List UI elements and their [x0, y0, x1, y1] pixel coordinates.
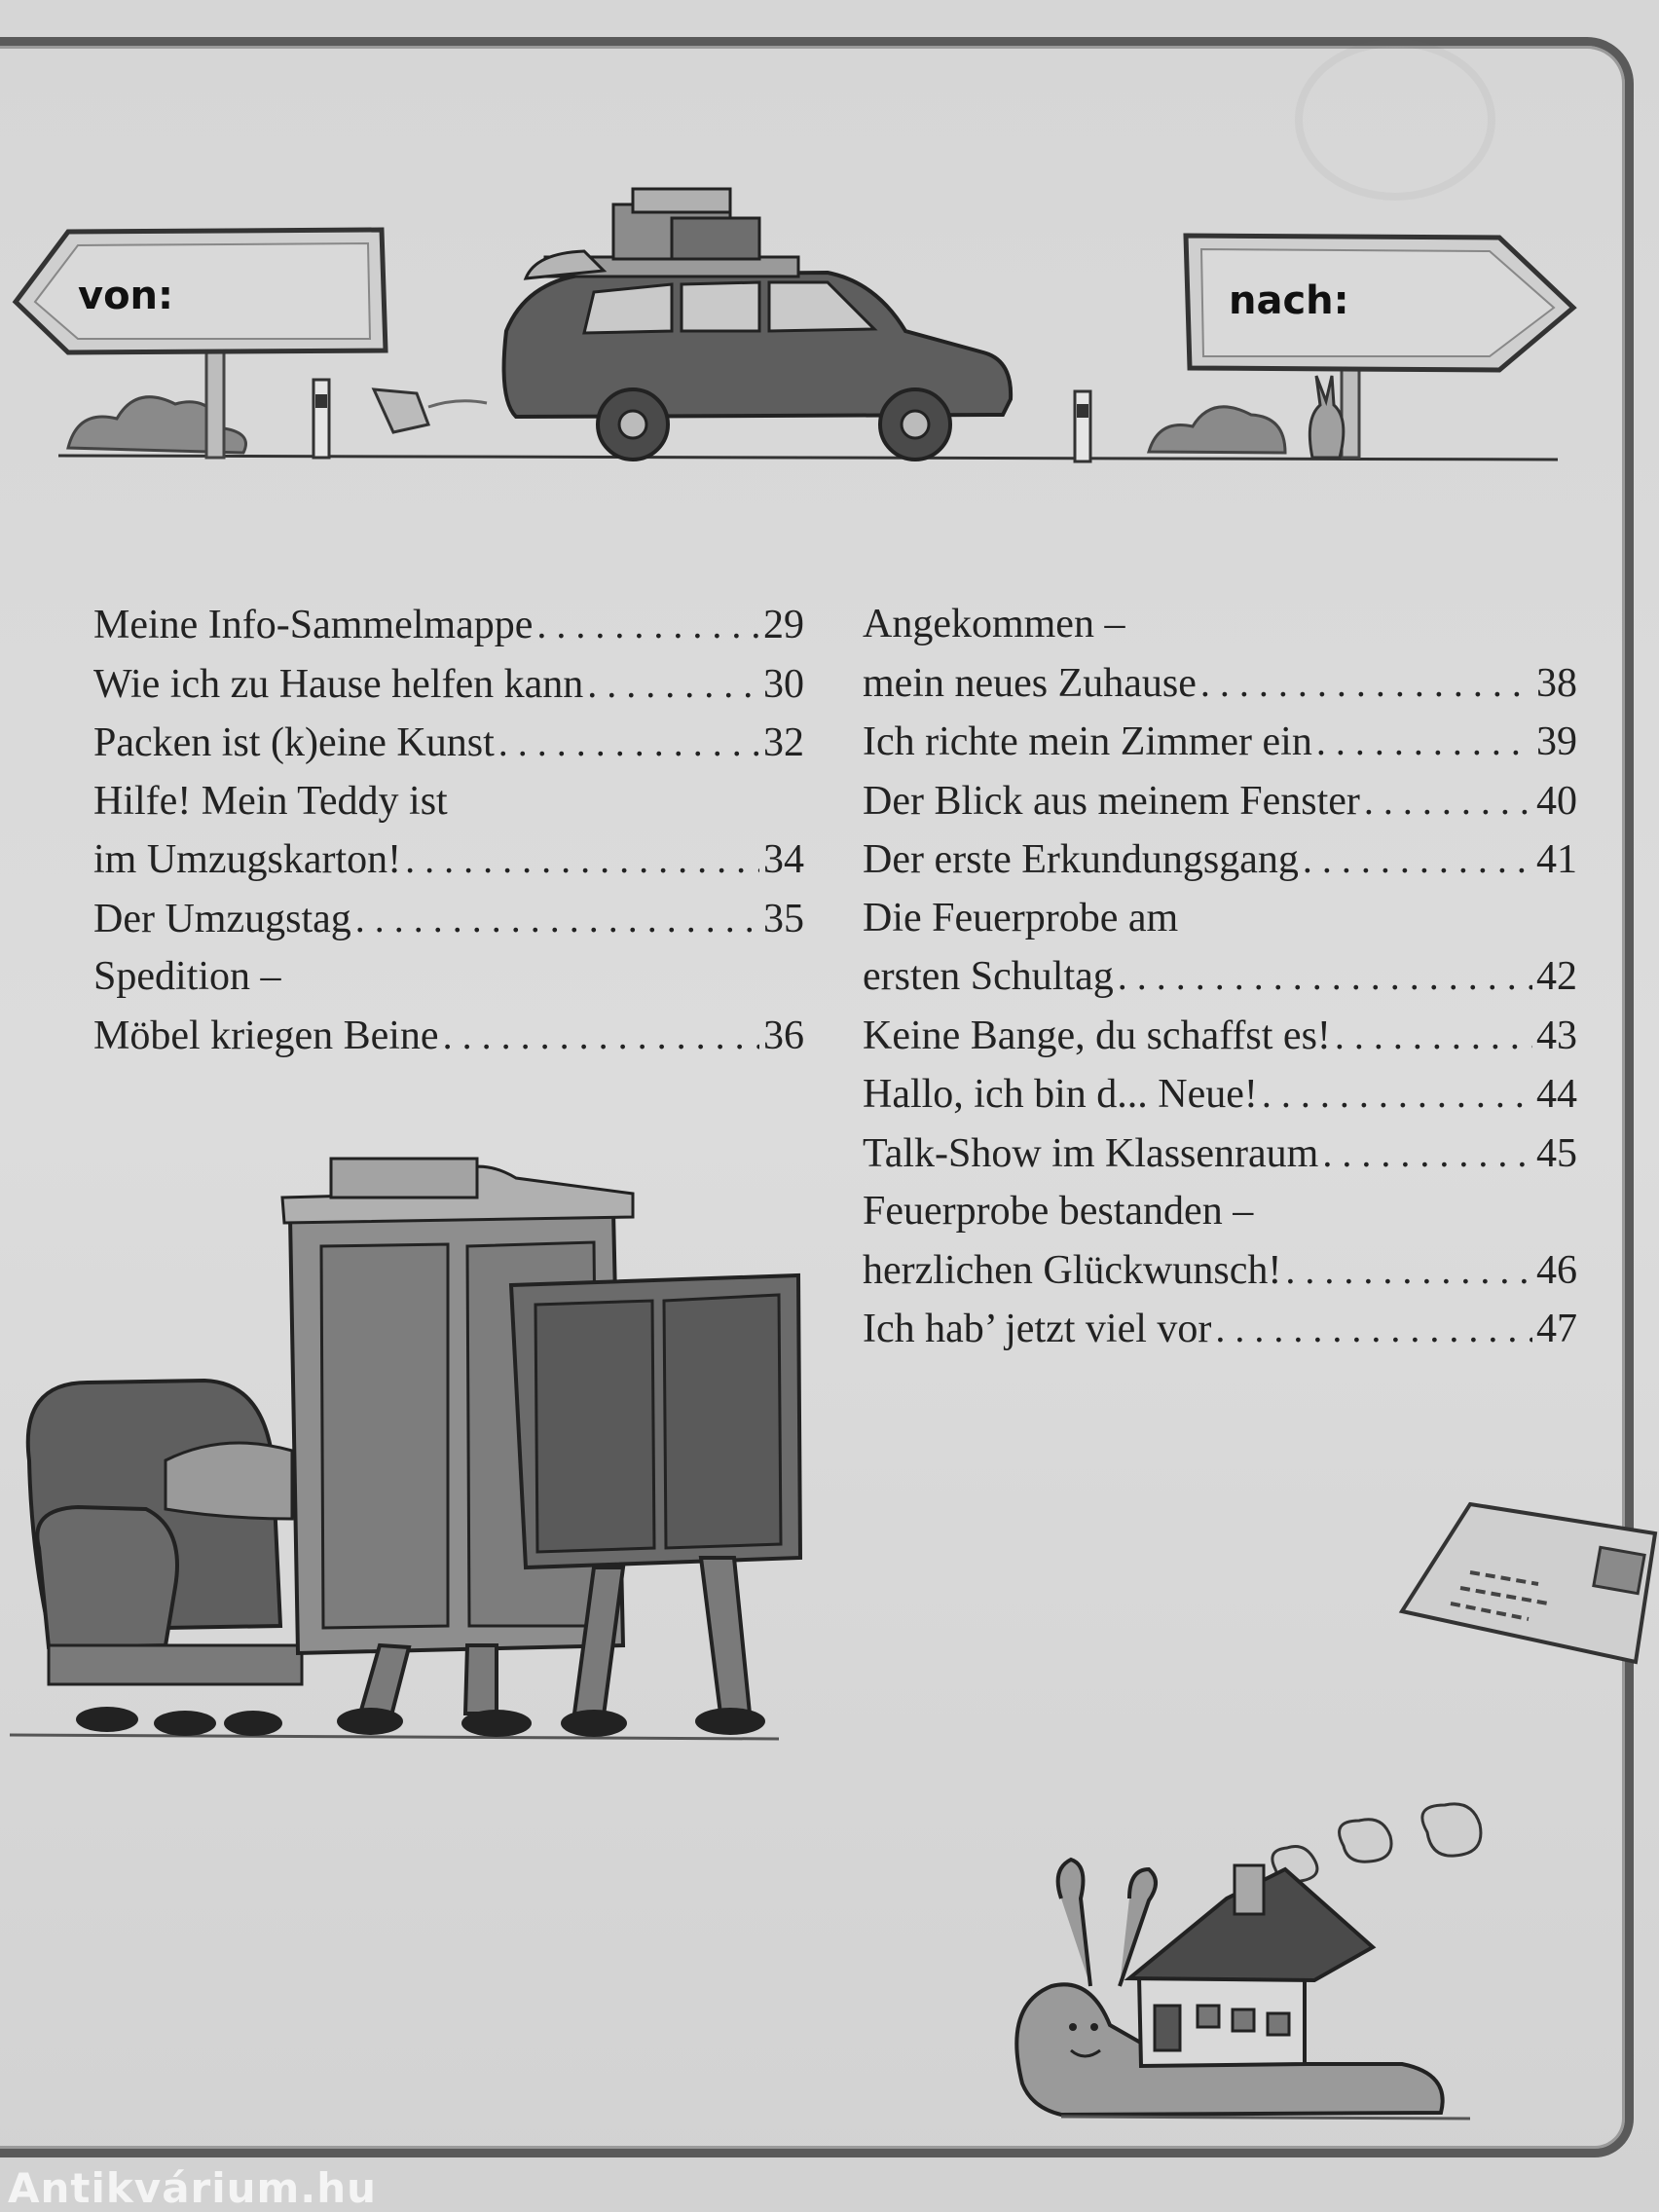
toc-entry-row: [93, 714, 804, 773]
toc-entry-title: Ich richte mein Zimmer ein: [863, 719, 1312, 764]
toc-entry-row: [863, 772, 1577, 831]
toc-page-number: 34: [763, 837, 804, 882]
toc-entry-title: im Umzugskarton!: [93, 837, 402, 882]
toc-entry-title-line: Angekommen –: [863, 602, 1125, 646]
watermark-text: Antikvárium.hu: [8, 2164, 378, 2212]
toc-entry-title: Wie ich zu Hause helfen kann: [93, 661, 584, 707]
toc-entry-row: [93, 655, 804, 715]
toc-left-column: [93, 596, 804, 1065]
toc-entry: [863, 596, 1577, 713]
to-sign-label: nach:: [1229, 278, 1349, 323]
toc-entry-title: Hallo, ich bin d... Neue!: [863, 1072, 1258, 1117]
toc-page-number: 45: [1536, 1130, 1577, 1176]
walking-furniture-illustration: [10, 1139, 808, 1762]
toc-dot-leader: [1200, 654, 1532, 713]
toc-entry-title: Ich hab’ jetzt viel vor: [863, 1307, 1212, 1351]
toc-entry-title: Packen ist (k)eine Kunst: [93, 720, 495, 765]
toc-entry-title: ersten Schultag: [863, 954, 1114, 999]
toc-entry-row: [863, 830, 1577, 890]
toc-entry: [863, 713, 1577, 772]
toc-dot-leader: [1285, 1241, 1532, 1300]
toc-entry-title: herzlichen Glückwunsch!: [863, 1247, 1282, 1293]
toc-entry: [863, 890, 1577, 1007]
toc-page-number: 30: [763, 661, 804, 707]
toc-entry: [93, 596, 804, 655]
toc-dot-leader: [498, 714, 759, 772]
toc-dot-leader: [1335, 1007, 1532, 1065]
toc-entry-row: [863, 1124, 1577, 1184]
toc-page-number: 29: [763, 603, 804, 647]
toc-entry: [93, 655, 804, 715]
toc-entry: [863, 830, 1577, 890]
toc-entry-row: [863, 1241, 1577, 1301]
toc-entry-row: [93, 830, 804, 890]
show-through-shape: [1295, 39, 1495, 201]
toc-page-number: 32: [763, 720, 804, 765]
toc-page-number: 44: [1536, 1072, 1577, 1117]
toc-page-number: 41: [1536, 837, 1577, 882]
toc-entry-row: [863, 654, 1577, 714]
toc-page-number: 47: [1536, 1307, 1577, 1351]
road-trip-illustration: [0, 185, 1659, 477]
toc-entry-row: [93, 596, 804, 655]
toc-dot-leader: [1262, 1065, 1532, 1124]
toc-entry-row: [863, 1007, 1577, 1066]
toc-dot-leader: [1316, 713, 1532, 771]
envelope-illustration: [1392, 1494, 1659, 1670]
toc-dot-leader: [1303, 830, 1532, 889]
toc-entry-title: Möbel kriegen Beine: [93, 1013, 439, 1058]
toc-dot-leader: [355, 890, 759, 948]
toc-dot-leader: [443, 1007, 759, 1065]
toc-page-number: 35: [763, 896, 804, 941]
toc-dot-leader: [405, 830, 759, 889]
toc-entry-title: mein neues Zuhause: [863, 660, 1197, 706]
toc-dot-leader: [587, 655, 759, 714]
toc-entry-row: [863, 713, 1577, 772]
toc-right-column: [863, 596, 1577, 1359]
toc-entry-row: [863, 1065, 1577, 1124]
toc-entry-title: Meine Info-Sammelmappe: [93, 603, 534, 647]
toc-entry: [863, 1065, 1577, 1124]
from-sign-label: von:: [78, 274, 174, 318]
toc-dot-leader: [1215, 1300, 1532, 1358]
to-sign: [1186, 236, 1573, 370]
toc-entry-row: [863, 947, 1577, 1007]
toc-entry: [93, 948, 804, 1065]
toc-entry: [863, 1007, 1577, 1066]
toc-dot-leader: [1364, 772, 1532, 830]
from-sign: [16, 230, 386, 352]
toc-page-number: 38: [1536, 660, 1577, 706]
toc-entry-title-line: Feuerprobe bestanden –: [863, 1189, 1254, 1234]
toc-dot-leader: [1322, 1124, 1532, 1183]
snail-house-illustration: [983, 1772, 1529, 2132]
toc-entry: [93, 714, 804, 773]
toc-entry-row: [863, 1300, 1577, 1359]
toc-entry-title: Der Blick aus meinem Fenster: [863, 778, 1360, 824]
toc-entry-title-line: Hilfe! Mein Teddy ist: [93, 778, 448, 824]
toc-entry-row: [93, 1007, 804, 1066]
toc-page-number: 39: [1536, 719, 1577, 764]
toc-entry: [863, 1124, 1577, 1184]
toc-entry-title: Der Umzugstag: [93, 896, 351, 941]
toc-entry: [93, 773, 804, 890]
toc-entry-title: Der erste Erkundungsgang: [863, 837, 1299, 882]
toc-entry-title: Talk-Show im Klassenraum: [863, 1130, 1319, 1176]
toc-dot-leader: [536, 596, 759, 654]
toc-entry: [863, 1183, 1577, 1300]
toc-entry-title: Keine Bange, du schaffst es!: [863, 1013, 1331, 1058]
toc-page-number: 42: [1536, 954, 1577, 999]
toc-page-number: 46: [1536, 1247, 1577, 1293]
toc-page-number: 43: [1536, 1013, 1577, 1058]
toc-entry: [863, 1300, 1577, 1359]
station-wagon-car: [504, 189, 1012, 460]
toc-page-number: 36: [763, 1013, 804, 1058]
toc-dot-leader: [1118, 947, 1532, 1006]
toc-entry-title-line: Spedition –: [93, 954, 281, 999]
toc-page-number: 40: [1536, 778, 1577, 824]
toc-entry-row: [93, 890, 804, 949]
toc-entry: [93, 890, 804, 949]
toc-entry-title-line: Die Feuerprobe am: [863, 895, 1179, 940]
toc-entry: [863, 772, 1577, 831]
